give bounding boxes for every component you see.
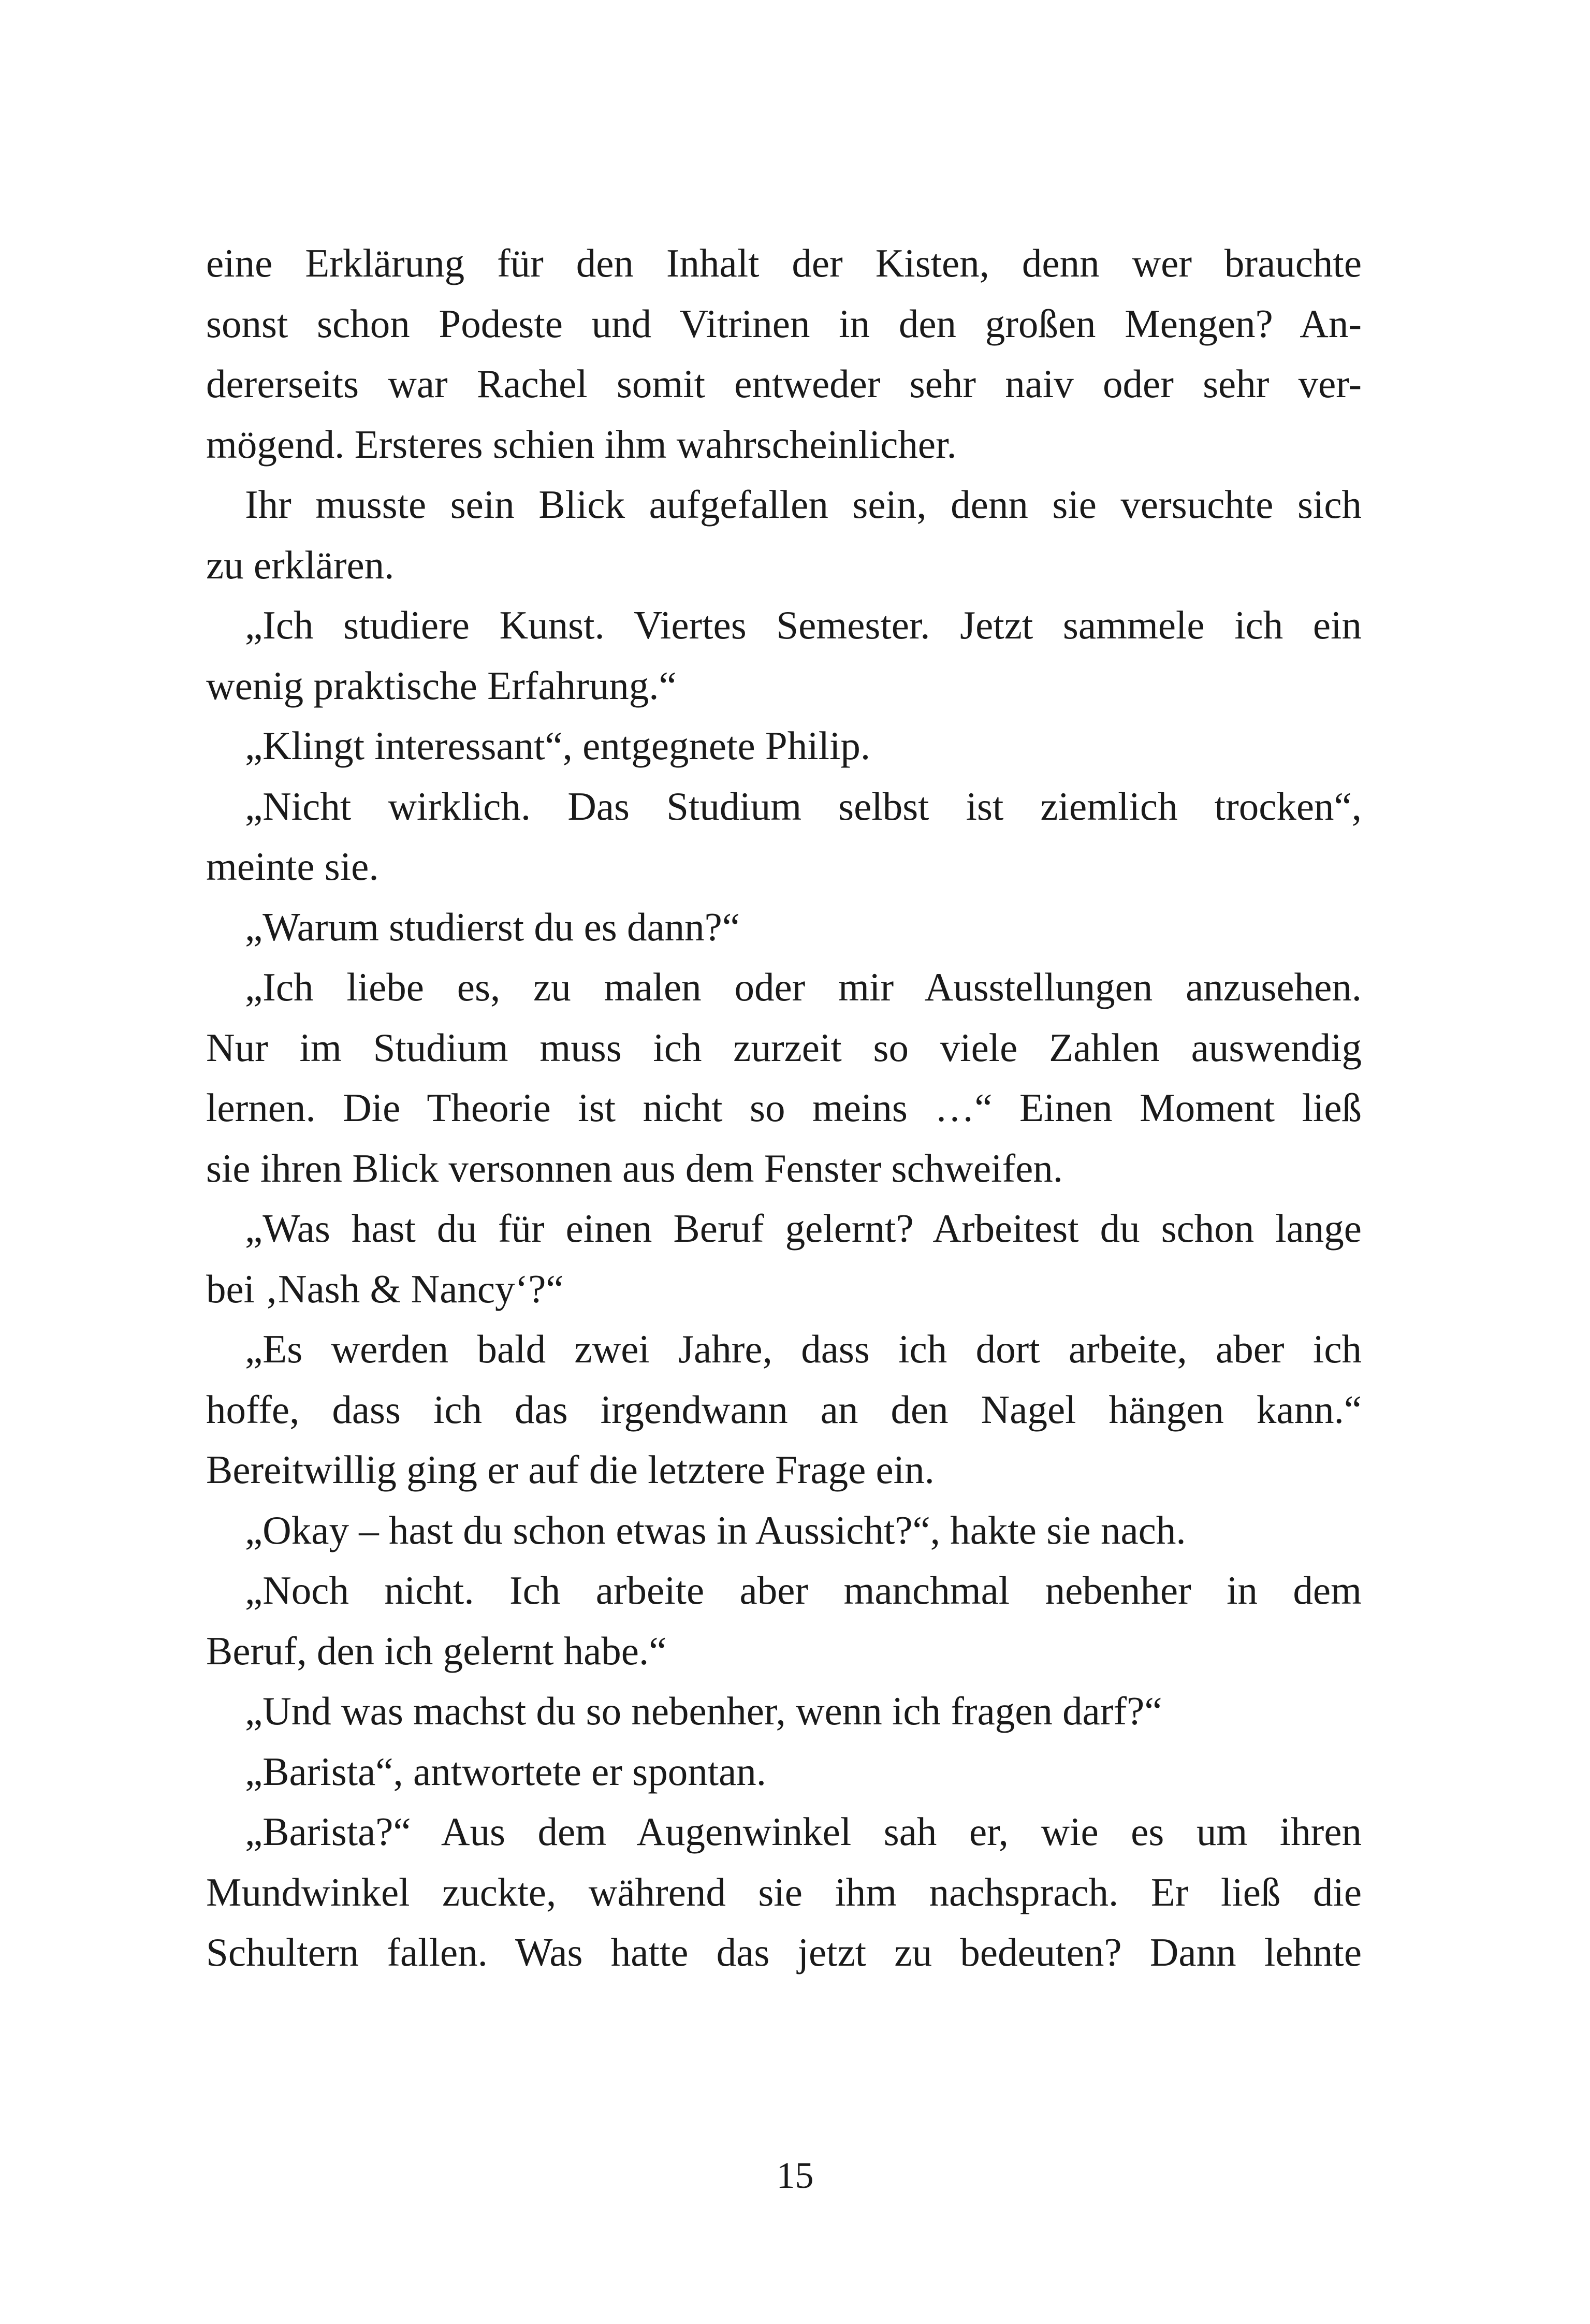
page-number: 15 [776,2155,814,2196]
text-line: „Ich studiere Kunst. Viertes Semester. Jetzt sammele ich ein [245,603,1362,647]
text-line: eine Erklärung für den Inhalt der Kisten, denn wer brauchte [206,241,1362,285]
text-line: „Okay – hast du schon etwas in Aussicht?“, hakte sie nach. [245,1507,1186,1552]
text-line: „Ich liebe es, zu malen oder mir Ausstellungen anzusehen. [245,965,1362,1009]
text-line: „Es werden bald zwei Jahre, dass ich dort arbeite, aber ich [245,1327,1362,1371]
text-line: „Barista?“ Aus dem Augenwinkel sah er, wie es um ihren [245,1809,1362,1854]
text-line: zu erklären. [206,542,395,587]
text-line: Nur im Studium muss ich zurzeit so viele Zahlen auswendig [206,1025,1362,1070]
text-line: mögend. Ersteres schien ihm wahrscheinlicher. [206,422,957,467]
text-line: bei ‚Nash & Nancy‘?“ [206,1266,564,1311]
text-line: Ihr musste sein Blick aufgefallen sein, denn sie versuchte sich [245,482,1362,527]
text-line: „Was hast du für einen Beruf gelernt? Arbeitest du schon lange [245,1206,1362,1251]
text-line: sie ihren Blick versonnen aus dem Fenster schweifen. [206,1145,1063,1190]
text-line: „Barista“, antwortete er spontan. [245,1749,767,1794]
text-line: dererseits war Rachel somit entweder sehr naiv oder sehr ver- [206,361,1362,406]
text-line: wenig praktische Erfahrung.“ [206,663,677,708]
text-line: lernen. Die Theorie ist nicht so meins …“ Einen Moment ließ [206,1085,1362,1130]
text-line: hoffe, dass ich das irgendwann an den Nagel hängen kann.“ [206,1387,1362,1432]
text-line: sonst schon Podeste und Vitrinen in den großen Mengen? An- [206,301,1362,346]
body-text [206,233,1362,1983]
text-line: Bereitwillig ging er auf die letztere Frage ein. [206,1447,935,1492]
text-line: meinte sie. [206,844,379,889]
text-line: „Klingt interessant“, entgegnete Philip. [245,723,871,768]
text-line: „Und was machst du so nebenher, wenn ich fragen darf?“ [245,1689,1162,1733]
text-line: „Warum studierst du es dann?“ [245,904,740,949]
text-line: „Nicht wirklich. Das Studium selbst ist ziemlich trocken“, [245,783,1362,829]
text-line: Beruf, den ich gelernt habe.“ [206,1628,667,1673]
text-line: Mundwinkel zuckte, während sie ihm nachsprach. Er ließ die [206,1869,1362,1914]
text-line: Schultern fallen. Was hatte das jetzt zu bedeuten? Dann lehnte [206,1930,1362,1974]
text-line: „Noch nicht. Ich arbeite aber manchmal nebenher in dem [245,1568,1362,1613]
